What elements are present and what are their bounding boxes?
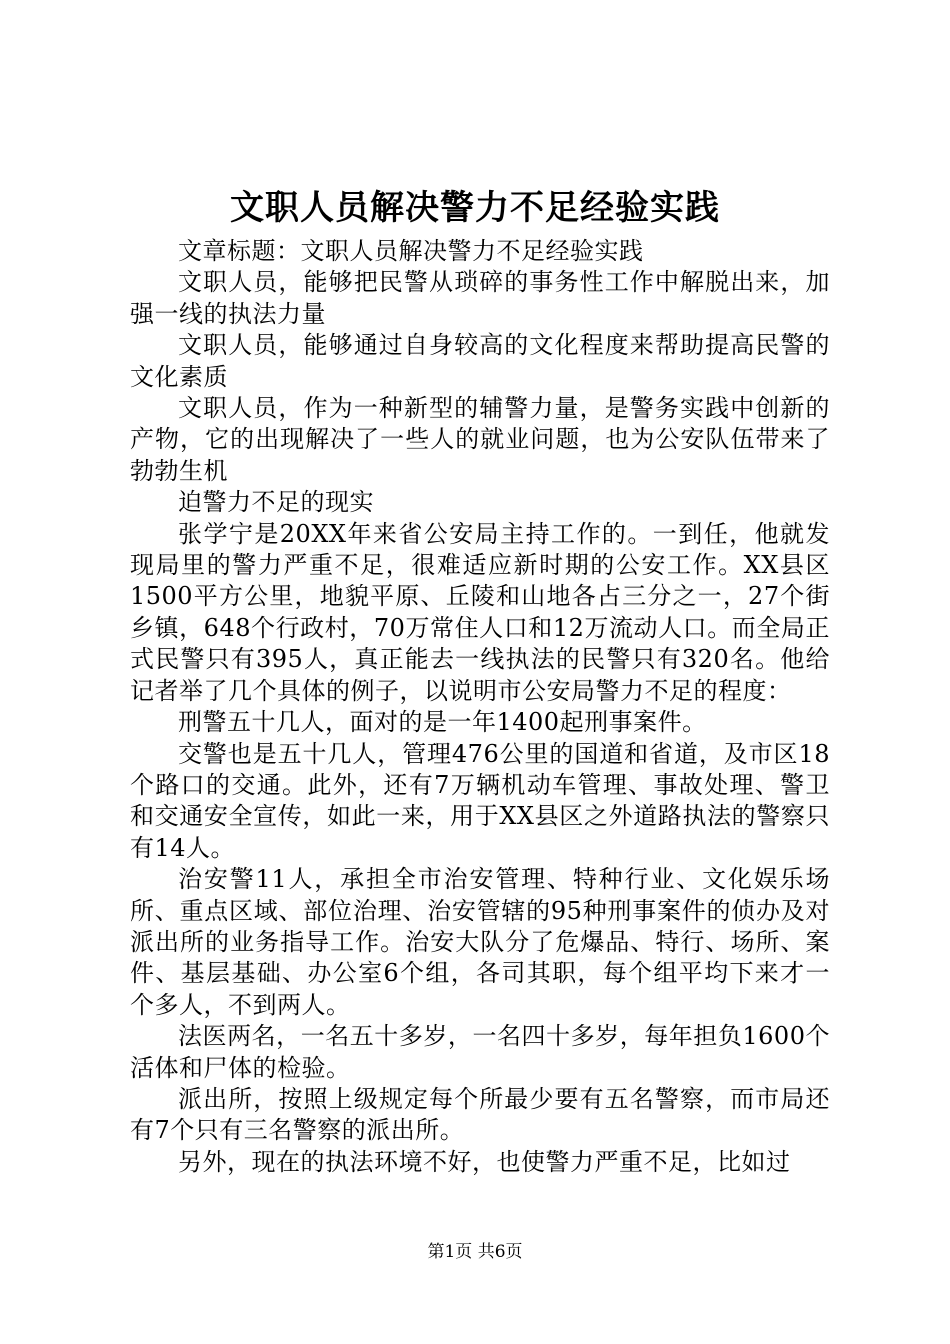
paragraph: 派出所，按照上级规定每个所最少要有五名警察，而市局还有7个只有三名警察的派出所。 xyxy=(130,1084,830,1145)
document-title: 文职人员解决警力不足经验实践 xyxy=(230,188,720,228)
paragraph: 张学宁是20XX年来省公安局主持工作的。一到任，他就发现局里的警力严重不足，很难适应新时期的公安工作。XX县区1500平方公里，地貌平原、丘陵和山地各占三分之一，27个街乡镇，648个行政村，70万常住人口和12万流动人口。而全局正式民警只有395人，真正能去一线执法的民警只有320名。他给记者举了几个具体的例子，以说明市公安局警力不足的程度： xyxy=(130,519,830,705)
paragraph: 另外，现在的执法环境不好，也使警力严重不足，比如过 xyxy=(178,1147,791,1176)
paragraph: 文职人员，能够把民警从琐碎的事务性工作中解脱出来，加强一线的执法力量 xyxy=(130,268,830,328)
paragraph: 文章标题：文职人员解决警力不足经验实践 xyxy=(178,237,644,265)
paragraph: 文职人员，能够通过自身较高的文化程度来帮助提高民警的文化素质 xyxy=(130,331,830,391)
paragraph: 治安警11人，承担全市治安管理、特种行业、文化娱乐场所、重点区域、部位治理、治安管辖的95种刑事案件的侦办及对派出所的业务指导工作。治安大队分了危爆品、特行、场所、案件、基层基础、办公室6个组，各司其职，每个组平均下来才一个多人，不到两人。 xyxy=(130,865,830,1019)
paragraph: 文职人员，作为一种新型的辅警力量，是警务实践中创新的产物，它的出现解决了一些人的就业问题，也为公安队伍带来了勃勃生机 xyxy=(130,394,830,485)
paragraph: 交警也是五十几人，管理476公里的国道和省道，及市区18个路口的交通。此外，还有7万辆机动车管理、事故处理、警卫和交通安全宣传，如此一来，用于XX县区之外道路执法的警察只有14人。 xyxy=(130,739,830,862)
paragraph: 法医两名，一名五十多岁，一名四十多岁，每年担负1600个活体和尸体的检验。 xyxy=(130,1022,830,1082)
paragraph: 刑警五十几人，面对的是一年1400起刑事案件。 xyxy=(178,708,707,737)
paragraph: 迫警力不足的现实 xyxy=(178,488,374,517)
page-footer: 第1页 共6页 xyxy=(427,1242,523,1262)
document-body xyxy=(130,236,830,1178)
